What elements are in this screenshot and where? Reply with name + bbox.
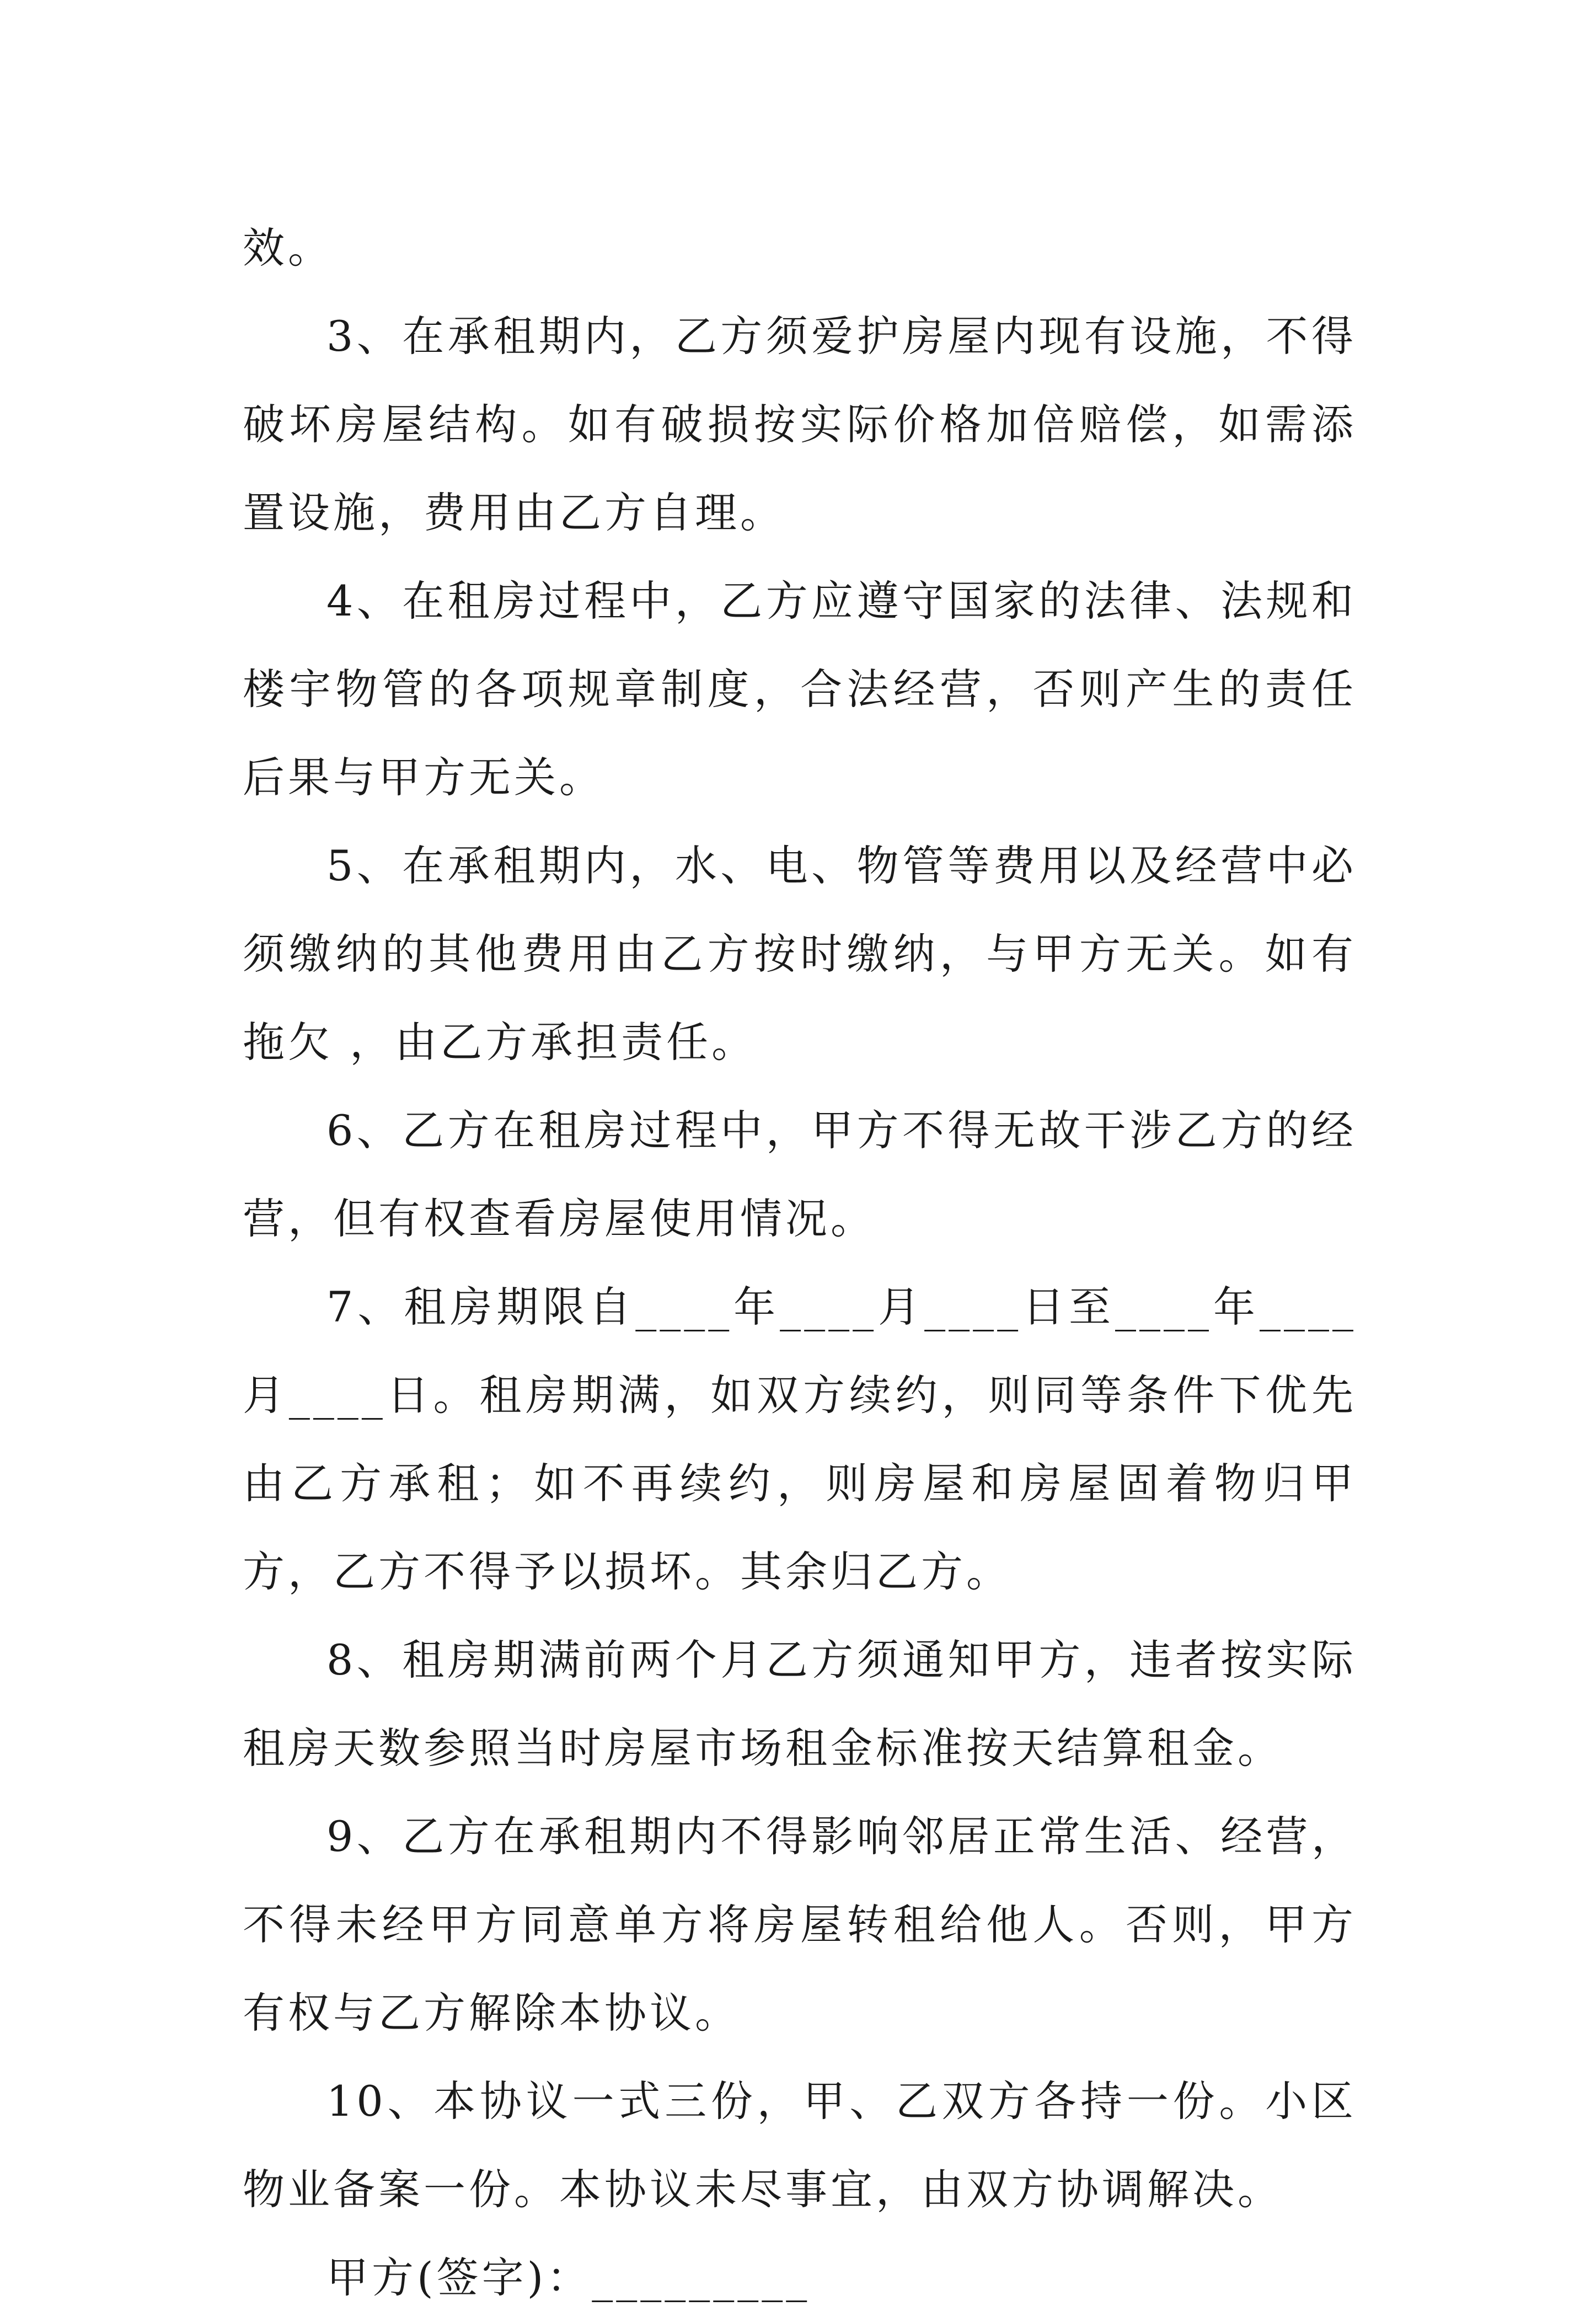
clause-4: 4、在租房过程中，乙方应遵守国家的法律、法规和楼宇物管的各项规章制度，合法经营，否则产生的责任后果与甲方无关。 xyxy=(243,576,1357,802)
clause-8: 8、租房期满前两个月乙方须通知甲方，违者按实际租房天数参照当时房屋市场租金标准按天结算租金。 xyxy=(243,1635,1357,1773)
clause-5: 5、在承租期内，水、电、物管等费用以及经营中必须缴纳的其他费用由乙方按时缴纳，与甲方无关。如有拖欠 ，由乙方承担责任。 xyxy=(243,841,1357,1067)
document-body xyxy=(243,204,1357,2322)
clause-10: 10、本协议一式三份，甲、乙双方各持一份。小区物业备案一份。本协议未尽事宜，由双方协调解决。 xyxy=(243,2077,1357,2214)
paragraph-continuation: 效。 xyxy=(243,223,333,272)
clause-9: 9、乙方在承租期内不得影响邻居正常生活、经营，不得未经甲方同意单方将房屋转租给他人。否则，甲方有权与乙方解除本协议。 xyxy=(243,1812,1357,2037)
clause-7: 7、租房期限自____年____月____日至____年____月____日。租房期满，如双方续约，则同等条件下优先由乙方承租；如不再续约，则房屋和房屋固着物归甲方，乙方不得予以损坏。其余归乙方。 xyxy=(243,1282,1357,1596)
clause-6: 6、乙方在租房过程中，甲方不得无故干涉乙方的经营，但有权查看房屋使用情况。 xyxy=(243,1106,1357,1243)
clause-3: 3、在承租期内，乙方须爱护房屋内现有设施，不得破坏房屋结构。如有破损按实际价格加倍赔偿，如需添置设施，费用由乙方自理。 xyxy=(243,312,1357,537)
party-a-signature-line: 甲方(签字)：_________ xyxy=(326,2253,811,2302)
